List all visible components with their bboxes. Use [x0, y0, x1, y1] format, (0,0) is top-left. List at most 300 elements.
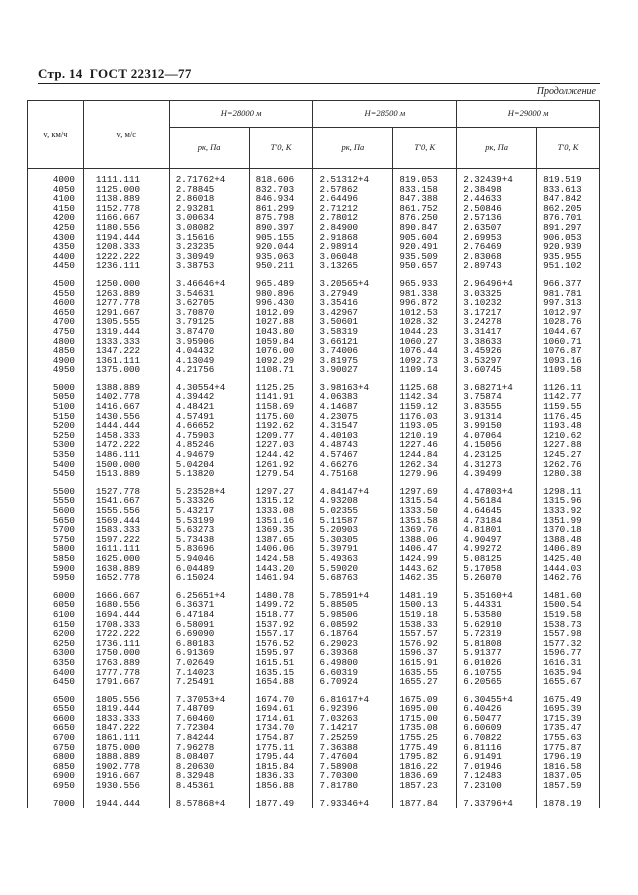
cell-t-28500: 819.053: [393, 169, 457, 185]
cell-t-29000: 1245.27: [537, 450, 600, 460]
cell-p-28500: 4.57467: [313, 450, 393, 460]
cell-t-28500: 1406.47: [393, 544, 457, 554]
cell-p-28000: 8.45361: [169, 781, 249, 791]
cell-t-28500: 1836.69: [393, 771, 457, 781]
sub-header-temperature: T'0, К: [537, 128, 600, 169]
cell-speed-kmh: 6450: [28, 677, 84, 687]
cell-t-28000: 1537.92: [249, 620, 313, 630]
cell-speed-kmh: 6550: [28, 704, 84, 714]
cell-p-28500: 3.27949: [313, 289, 393, 299]
cell-t-28500: 1369.76: [393, 525, 457, 535]
cell-speed-kmh: 5550: [28, 496, 84, 506]
cell-speed-ms: 1805.556: [83, 695, 169, 705]
cell-p-28000: 6.15024: [169, 573, 249, 583]
cell-t-28000: 980.896: [249, 289, 313, 299]
cell-p-28000: 4.85246: [169, 440, 249, 450]
cell-p-28000: 6.69090: [169, 629, 249, 639]
cell-p-29000: 2.89743: [457, 261, 537, 271]
cell-p-28500: 7.70300: [313, 771, 393, 781]
cell-p-28500: 4.84147+4: [313, 487, 393, 497]
cell-p-28000: 3.95906: [169, 337, 249, 347]
cell-speed-ms: 1458.333: [83, 431, 169, 441]
cell-speed-kmh: 6000: [28, 591, 84, 601]
cell-t-29000: 1351.99: [537, 516, 600, 526]
cell-t-29000: 966.377: [537, 279, 600, 289]
cell-p-28000: 7.25491: [169, 677, 249, 687]
cell-speed-kmh: 5850: [28, 554, 84, 564]
cell-t-29000: 1775.87: [537, 743, 600, 753]
cell-p-29000: 3.24278: [457, 317, 537, 327]
cell-speed-ms: 1416.667: [83, 402, 169, 412]
cell-t-28500: 996.872: [393, 298, 457, 308]
cell-p-28500: 4.06383: [313, 392, 393, 402]
cell-p-29000: 2.76469: [457, 242, 537, 252]
cell-p-29000: 5.81808: [457, 639, 537, 649]
cell-p-29000: 4.56184: [457, 496, 537, 506]
cell-p-28500: 2.51312+4: [313, 169, 393, 185]
cell-speed-ms: 1166.667: [83, 213, 169, 223]
cell-p-28500: 4.48743: [313, 440, 393, 450]
cell-p-28500: 4.93208: [313, 496, 393, 506]
cell-t-28500: 1481.19: [393, 591, 457, 601]
cell-t-29000: 1837.05: [537, 771, 600, 781]
cell-t-28500: 1596.37: [393, 648, 457, 658]
table-row: [28, 169, 600, 185]
cell-p-29000: 6.50477: [457, 714, 537, 724]
group-header-28500: H=28500 м: [313, 101, 457, 128]
cell-speed-kmh: 4150: [28, 204, 84, 214]
cell-p-28500: 4.23075: [313, 412, 393, 422]
cell-speed-kmh: 4100: [28, 194, 84, 204]
cell-speed-ms: 1388.889: [83, 383, 169, 393]
cell-p-28000: 4.30554+4: [169, 383, 249, 393]
cell-p-28000: 2.78845: [169, 185, 249, 195]
cell-p-28500: 7.03263: [313, 714, 393, 724]
cell-p-28500: 6.81617+4: [313, 695, 393, 705]
sub-header-pressure: pк, Па: [457, 128, 537, 169]
cell-speed-ms: 1111.111: [83, 169, 169, 185]
cell-t-28000: 818.606: [249, 169, 313, 185]
cell-speed-ms: 1222.222: [83, 252, 169, 262]
cell-p-28000: 5.83696: [169, 544, 249, 554]
cell-speed-kmh: 6300: [28, 648, 84, 658]
cell-t-28500: 1262.34: [393, 460, 457, 470]
table-row: [28, 799, 600, 809]
cell-p-29000: 2.96496+4: [457, 279, 537, 289]
cell-p-28500: 2.64496: [313, 194, 393, 204]
cell-speed-kmh: 4800: [28, 337, 84, 347]
cell-t-29000: 1093.16: [537, 356, 600, 366]
cell-speed-ms: 1263.889: [83, 289, 169, 299]
cell-t-28000: 1333.08: [249, 506, 313, 516]
cell-speed-ms: 1583.333: [83, 525, 169, 535]
cell-t-28500: 1388.06: [393, 535, 457, 545]
cell-speed-ms: 1930.556: [83, 781, 169, 791]
cell-t-28000: 1012.09: [249, 308, 313, 318]
cell-p-28000: 8.08407: [169, 752, 249, 762]
cell-t-28000: 996.430: [249, 298, 313, 308]
cell-p-28500: 4.14687: [313, 402, 393, 412]
cell-t-28000: 1877.49: [249, 799, 313, 809]
cell-p-28000: 3.30949: [169, 252, 249, 262]
cell-p-28500: 4.66276: [313, 460, 393, 470]
cell-speed-ms: 1597.222: [83, 535, 169, 545]
cell-t-28500: 1462.35: [393, 573, 457, 583]
cell-p-28000: 7.72304: [169, 723, 249, 733]
cell-p-28500: 5.30305: [313, 535, 393, 545]
cell-p-28500: 5.11587: [313, 516, 393, 526]
cell-t-28500: 1227.46: [393, 440, 457, 450]
cell-p-28000: 7.84244: [169, 733, 249, 743]
cell-p-28000: 3.08082: [169, 223, 249, 233]
cell-t-28000: 846.934: [249, 194, 313, 204]
cell-speed-ms: 1430.556: [83, 412, 169, 422]
cell-t-28500: 1424.99: [393, 554, 457, 564]
cell-p-28500: 4.75168: [313, 469, 393, 479]
page-number: Стр. 14: [38, 66, 83, 81]
cell-p-28500: 3.66121: [313, 337, 393, 347]
cell-p-28000: 5.73438: [169, 535, 249, 545]
cell-t-28500: 1615.91: [393, 658, 457, 668]
cell-p-29000: 4.23125: [457, 450, 537, 460]
cell-speed-kmh: 5300: [28, 440, 84, 450]
cell-t-28500: 1060.27: [393, 337, 457, 347]
cell-t-29000: 1616.31: [537, 658, 600, 668]
cell-p-28000: 5.13820: [169, 469, 249, 479]
cell-t-29000: 1857.59: [537, 781, 600, 791]
cell-p-29000: 3.99150: [457, 421, 537, 431]
cell-p-28500: 5.39791: [313, 544, 393, 554]
cell-t-28500: 1092.73: [393, 356, 457, 366]
cell-speed-kmh: 4500: [28, 279, 84, 289]
cell-t-28000: 1694.61: [249, 704, 313, 714]
cell-p-28000: 6.80183: [169, 639, 249, 649]
cell-p-28000: 4.21756: [169, 365, 249, 375]
standard-code: ГОСТ 22312—77: [89, 66, 192, 81]
cell-speed-ms: 1250.000: [83, 279, 169, 289]
cell-t-29000: 1675.49: [537, 695, 600, 705]
cell-t-28000: 1795.44: [249, 752, 313, 762]
cell-p-28500: 4.40103: [313, 431, 393, 441]
cell-speed-kmh: 4200: [28, 213, 84, 223]
cell-t-28500: 1125.68: [393, 383, 457, 393]
cell-t-28500: 1576.92: [393, 639, 457, 649]
cell-speed-ms: 1875.000: [83, 743, 169, 753]
cell-p-28500: 6.60319: [313, 668, 393, 678]
cell-speed-ms: 1152.778: [83, 204, 169, 214]
cell-speed-kmh: 4750: [28, 327, 84, 337]
cell-speed-ms: 1236.111: [83, 261, 169, 271]
cell-p-28000: 5.63273: [169, 525, 249, 535]
cell-t-28500: 876.250: [393, 213, 457, 223]
cell-p-29000: 7.12483: [457, 771, 537, 781]
cell-speed-kmh: 5600: [28, 506, 84, 516]
cell-t-29000: 1012.97: [537, 308, 600, 318]
cell-p-29000: 2.63507: [457, 223, 537, 233]
cell-t-28500: 1109.14: [393, 365, 457, 375]
cell-speed-ms: 1763.889: [83, 658, 169, 668]
cell-p-28000: 8.57868+4: [169, 799, 249, 809]
cell-p-28500: 5.20903: [313, 525, 393, 535]
cell-t-28500: 905.604: [393, 233, 457, 243]
cell-speed-ms: 1333.333: [83, 337, 169, 347]
cell-t-29000: 1538.73: [537, 620, 600, 630]
table-row: [28, 469, 600, 479]
cell-p-29000: 4.81801: [457, 525, 537, 535]
cell-t-29000: 1044.67: [537, 327, 600, 337]
cell-t-28000: 1815.84: [249, 762, 313, 772]
cell-p-28500: 5.88505: [313, 600, 393, 610]
cell-speed-ms: 1944.444: [83, 799, 169, 809]
cell-speed-ms: 1708.333: [83, 620, 169, 630]
cell-speed-kmh: 4700: [28, 317, 84, 327]
cell-p-28500: 2.57862: [313, 185, 393, 195]
cell-speed-kmh: 5100: [28, 402, 84, 412]
cell-speed-kmh: 4900: [28, 356, 84, 366]
cell-t-28000: 1279.54: [249, 469, 313, 479]
cell-p-28000: 3.15616: [169, 233, 249, 243]
cell-speed-ms: 1277.778: [83, 298, 169, 308]
cell-p-28000: 4.39442: [169, 392, 249, 402]
cell-p-29000: 3.83555: [457, 402, 537, 412]
cell-p-28000: 4.94679: [169, 450, 249, 460]
cell-t-28000: 1406.06: [249, 544, 313, 554]
cell-t-29000: 1444.03: [537, 564, 600, 574]
cell-p-28500: 3.06048: [313, 252, 393, 262]
cell-t-28500: 965.933: [393, 279, 457, 289]
cell-t-28500: 1315.54: [393, 496, 457, 506]
cell-t-28500: 1635.55: [393, 668, 457, 678]
cell-p-28500: 6.18764: [313, 629, 393, 639]
cell-p-28000: 3.38753: [169, 261, 249, 271]
cell-speed-kmh: 6400: [28, 668, 84, 678]
cell-speed-ms: 1555.556: [83, 506, 169, 516]
cell-p-29000: 6.30455+4: [457, 695, 537, 705]
cell-speed-ms: 1361.111: [83, 356, 169, 366]
cell-t-29000: 1159.55: [537, 402, 600, 412]
cell-t-29000: 1655.67: [537, 677, 600, 687]
cell-t-29000: 1635.94: [537, 668, 600, 678]
cell-p-28500: 7.47604: [313, 752, 393, 762]
data-table: [27, 100, 600, 808]
cell-speed-kmh: 5900: [28, 564, 84, 574]
cell-speed-kmh: 5250: [28, 431, 84, 441]
cell-t-28500: 950.657: [393, 261, 457, 271]
cell-p-29000: 5.17058: [457, 564, 537, 574]
cell-p-29000: 3.38633: [457, 337, 537, 347]
cell-t-28000: 1674.70: [249, 695, 313, 705]
cell-t-28500: 890.847: [393, 223, 457, 233]
cell-t-28500: 1028.32: [393, 317, 457, 327]
cell-t-28000: 1158.69: [249, 402, 313, 412]
cell-speed-kmh: 4050: [28, 185, 84, 195]
cell-p-29000: 6.40426: [457, 704, 537, 714]
cell-p-29000: 5.62910: [457, 620, 537, 630]
cell-p-28500: 7.14217: [313, 723, 393, 733]
table-row: [28, 573, 600, 583]
cell-p-28500: 7.58908: [313, 762, 393, 772]
cell-p-28500: 5.98506: [313, 610, 393, 620]
cell-t-28000: 1734.70: [249, 723, 313, 733]
cell-p-28000: 4.13049: [169, 356, 249, 366]
cell-t-28000: 1615.51: [249, 658, 313, 668]
cell-speed-ms: 1694.444: [83, 610, 169, 620]
cell-speed-ms: 1916.667: [83, 771, 169, 781]
cell-p-28500: 2.71212: [313, 204, 393, 214]
cell-speed-ms: 1666.667: [83, 591, 169, 601]
cell-t-28500: 1816.22: [393, 762, 457, 772]
cell-speed-kmh: 6200: [28, 629, 84, 639]
cell-p-28500: 2.84900: [313, 223, 393, 233]
cell-t-29000: 935.955: [537, 252, 600, 262]
cell-speed-ms: 1375.000: [83, 365, 169, 375]
cell-p-28500: 3.50601: [313, 317, 393, 327]
cell-p-29000: 4.47803+4: [457, 487, 537, 497]
cell-speed-ms: 1402.778: [83, 392, 169, 402]
cell-speed-kmh: 6700: [28, 733, 84, 743]
cell-speed-kmh: 5650: [28, 516, 84, 526]
cell-t-28000: 832.703: [249, 185, 313, 195]
cell-p-29000: 2.32439+4: [457, 169, 537, 185]
cell-p-29000: 2.57136: [457, 213, 537, 223]
cell-t-28500: 1297.69: [393, 487, 457, 497]
cell-t-29000: 1695.39: [537, 704, 600, 714]
group-header-28000: H=28000 м: [169, 101, 313, 128]
cell-t-28000: 875.798: [249, 213, 313, 223]
cell-t-28000: 1175.60: [249, 412, 313, 422]
cell-speed-kmh: 5200: [28, 421, 84, 431]
cell-p-28000: 3.23235: [169, 242, 249, 252]
cell-t-29000: 1878.19: [537, 799, 600, 809]
cell-t-28500: 833.158: [393, 185, 457, 195]
cell-speed-kmh: 6950: [28, 781, 84, 791]
cell-speed-ms: 1180.556: [83, 223, 169, 233]
cell-t-28500: 1775.49: [393, 743, 457, 753]
cell-t-28000: 1043.80: [249, 327, 313, 337]
cell-t-28500: 935.509: [393, 252, 457, 262]
cell-speed-kmh: 5450: [28, 469, 84, 479]
continued-label: Продолжение: [536, 86, 596, 97]
col-header-kmh: v, км/ч: [28, 101, 84, 169]
cell-speed-ms: 1625.000: [83, 554, 169, 564]
cell-p-29000: 6.70822: [457, 733, 537, 743]
cell-speed-kmh: 5400: [28, 460, 84, 470]
cell-p-28000: 2.93281: [169, 204, 249, 214]
cell-t-29000: 1370.18: [537, 525, 600, 535]
cell-p-29000: 5.72319: [457, 629, 537, 639]
cell-p-28000: 2.86018: [169, 194, 249, 204]
cell-p-28500: 6.39368: [313, 648, 393, 658]
cell-t-28000: 1351.16: [249, 516, 313, 526]
cell-p-28000: 4.57491: [169, 412, 249, 422]
cell-t-29000: 906.053: [537, 233, 600, 243]
sub-header-temperature: T'0, К: [249, 128, 313, 169]
cell-p-29000: 3.60745: [457, 365, 537, 375]
cell-t-29000: 1519.58: [537, 610, 600, 620]
cell-t-29000: 1280.38: [537, 469, 600, 479]
sub-header-temperature: T'0, К: [393, 128, 457, 169]
cell-speed-ms: 1569.444: [83, 516, 169, 526]
cell-p-29000: 4.07064: [457, 431, 537, 441]
cell-t-29000: 891.297: [537, 223, 600, 233]
cell-t-29000: 1193.48: [537, 421, 600, 431]
cell-p-28500: 3.35416: [313, 298, 393, 308]
cell-p-28000: 6.04489: [169, 564, 249, 574]
cell-p-29000: 5.53580: [457, 610, 537, 620]
cell-t-28500: 1877.84: [393, 799, 457, 809]
cell-p-28000: 5.43217: [169, 506, 249, 516]
table-body: [28, 169, 600, 809]
cell-t-28000: 861.299: [249, 204, 313, 214]
cell-t-28000: 1635.15: [249, 668, 313, 678]
cell-speed-kmh: 4600: [28, 298, 84, 308]
sub-header-pressure: pк, Па: [313, 128, 393, 169]
cell-p-28500: 3.42967: [313, 308, 393, 318]
cell-p-28000: 4.75903: [169, 431, 249, 441]
cell-t-28000: 1424.58: [249, 554, 313, 564]
cell-speed-ms: 1847.222: [83, 723, 169, 733]
cell-t-29000: 1596.77: [537, 648, 600, 658]
cell-speed-kmh: 4350: [28, 242, 84, 252]
cell-t-28500: 1500.13: [393, 600, 457, 610]
cell-t-28000: 1027.88: [249, 317, 313, 327]
cell-speed-ms: 1125.000: [83, 185, 169, 195]
cell-p-29000: 3.68271+4: [457, 383, 537, 393]
cell-t-28500: 1519.18: [393, 610, 457, 620]
cell-t-28500: 1076.44: [393, 346, 457, 356]
cell-p-29000: 7.01946: [457, 762, 537, 772]
cell-t-28000: 1141.91: [249, 392, 313, 402]
cell-t-28500: 1333.50: [393, 506, 457, 516]
cell-speed-ms: 1680.556: [83, 600, 169, 610]
cell-speed-ms: 1472.222: [83, 440, 169, 450]
cell-p-29000: 4.31273: [457, 460, 537, 470]
cell-p-28000: 4.66652: [169, 421, 249, 431]
cell-speed-ms: 1208.333: [83, 242, 169, 252]
cell-t-29000: 1735.47: [537, 723, 600, 733]
cell-t-28000: 1557.17: [249, 629, 313, 639]
cell-p-29000: 6.60609: [457, 723, 537, 733]
cell-t-29000: 1333.92: [537, 506, 600, 516]
cell-t-29000: 862.205: [537, 204, 600, 214]
cell-speed-ms: 1722.222: [83, 629, 169, 639]
cell-p-29000: 6.10755: [457, 668, 537, 678]
cell-speed-kmh: 5700: [28, 525, 84, 535]
cell-p-28000: 6.47184: [169, 610, 249, 620]
cell-p-29000: 4.99272: [457, 544, 537, 554]
cell-t-28000: 905.155: [249, 233, 313, 243]
cell-speed-ms: 1513.889: [83, 469, 169, 479]
cell-p-28000: 8.20630: [169, 762, 249, 772]
cell-t-28500: 1443.62: [393, 564, 457, 574]
cell-t-29000: 1028.76: [537, 317, 600, 327]
cell-p-29000: 6.20565: [457, 677, 537, 687]
cell-t-28000: 1192.62: [249, 421, 313, 431]
cell-p-28000: 6.36371: [169, 600, 249, 610]
cell-t-28000: 1297.27: [249, 487, 313, 497]
cell-p-29000: 5.44331: [457, 600, 537, 610]
cell-p-29000: 4.15056: [457, 440, 537, 450]
cell-t-29000: 1060.71: [537, 337, 600, 347]
cell-speed-kmh: 6500: [28, 695, 84, 705]
cell-speed-kmh: 6900: [28, 771, 84, 781]
cell-speed-ms: 1500.000: [83, 460, 169, 470]
cell-t-28000: 935.063: [249, 252, 313, 262]
table-row: [28, 261, 600, 271]
cell-t-28000: 1092.29: [249, 356, 313, 366]
cell-p-29000: 5.35160+4: [457, 591, 537, 601]
cell-t-29000: 1126.11: [537, 383, 600, 393]
